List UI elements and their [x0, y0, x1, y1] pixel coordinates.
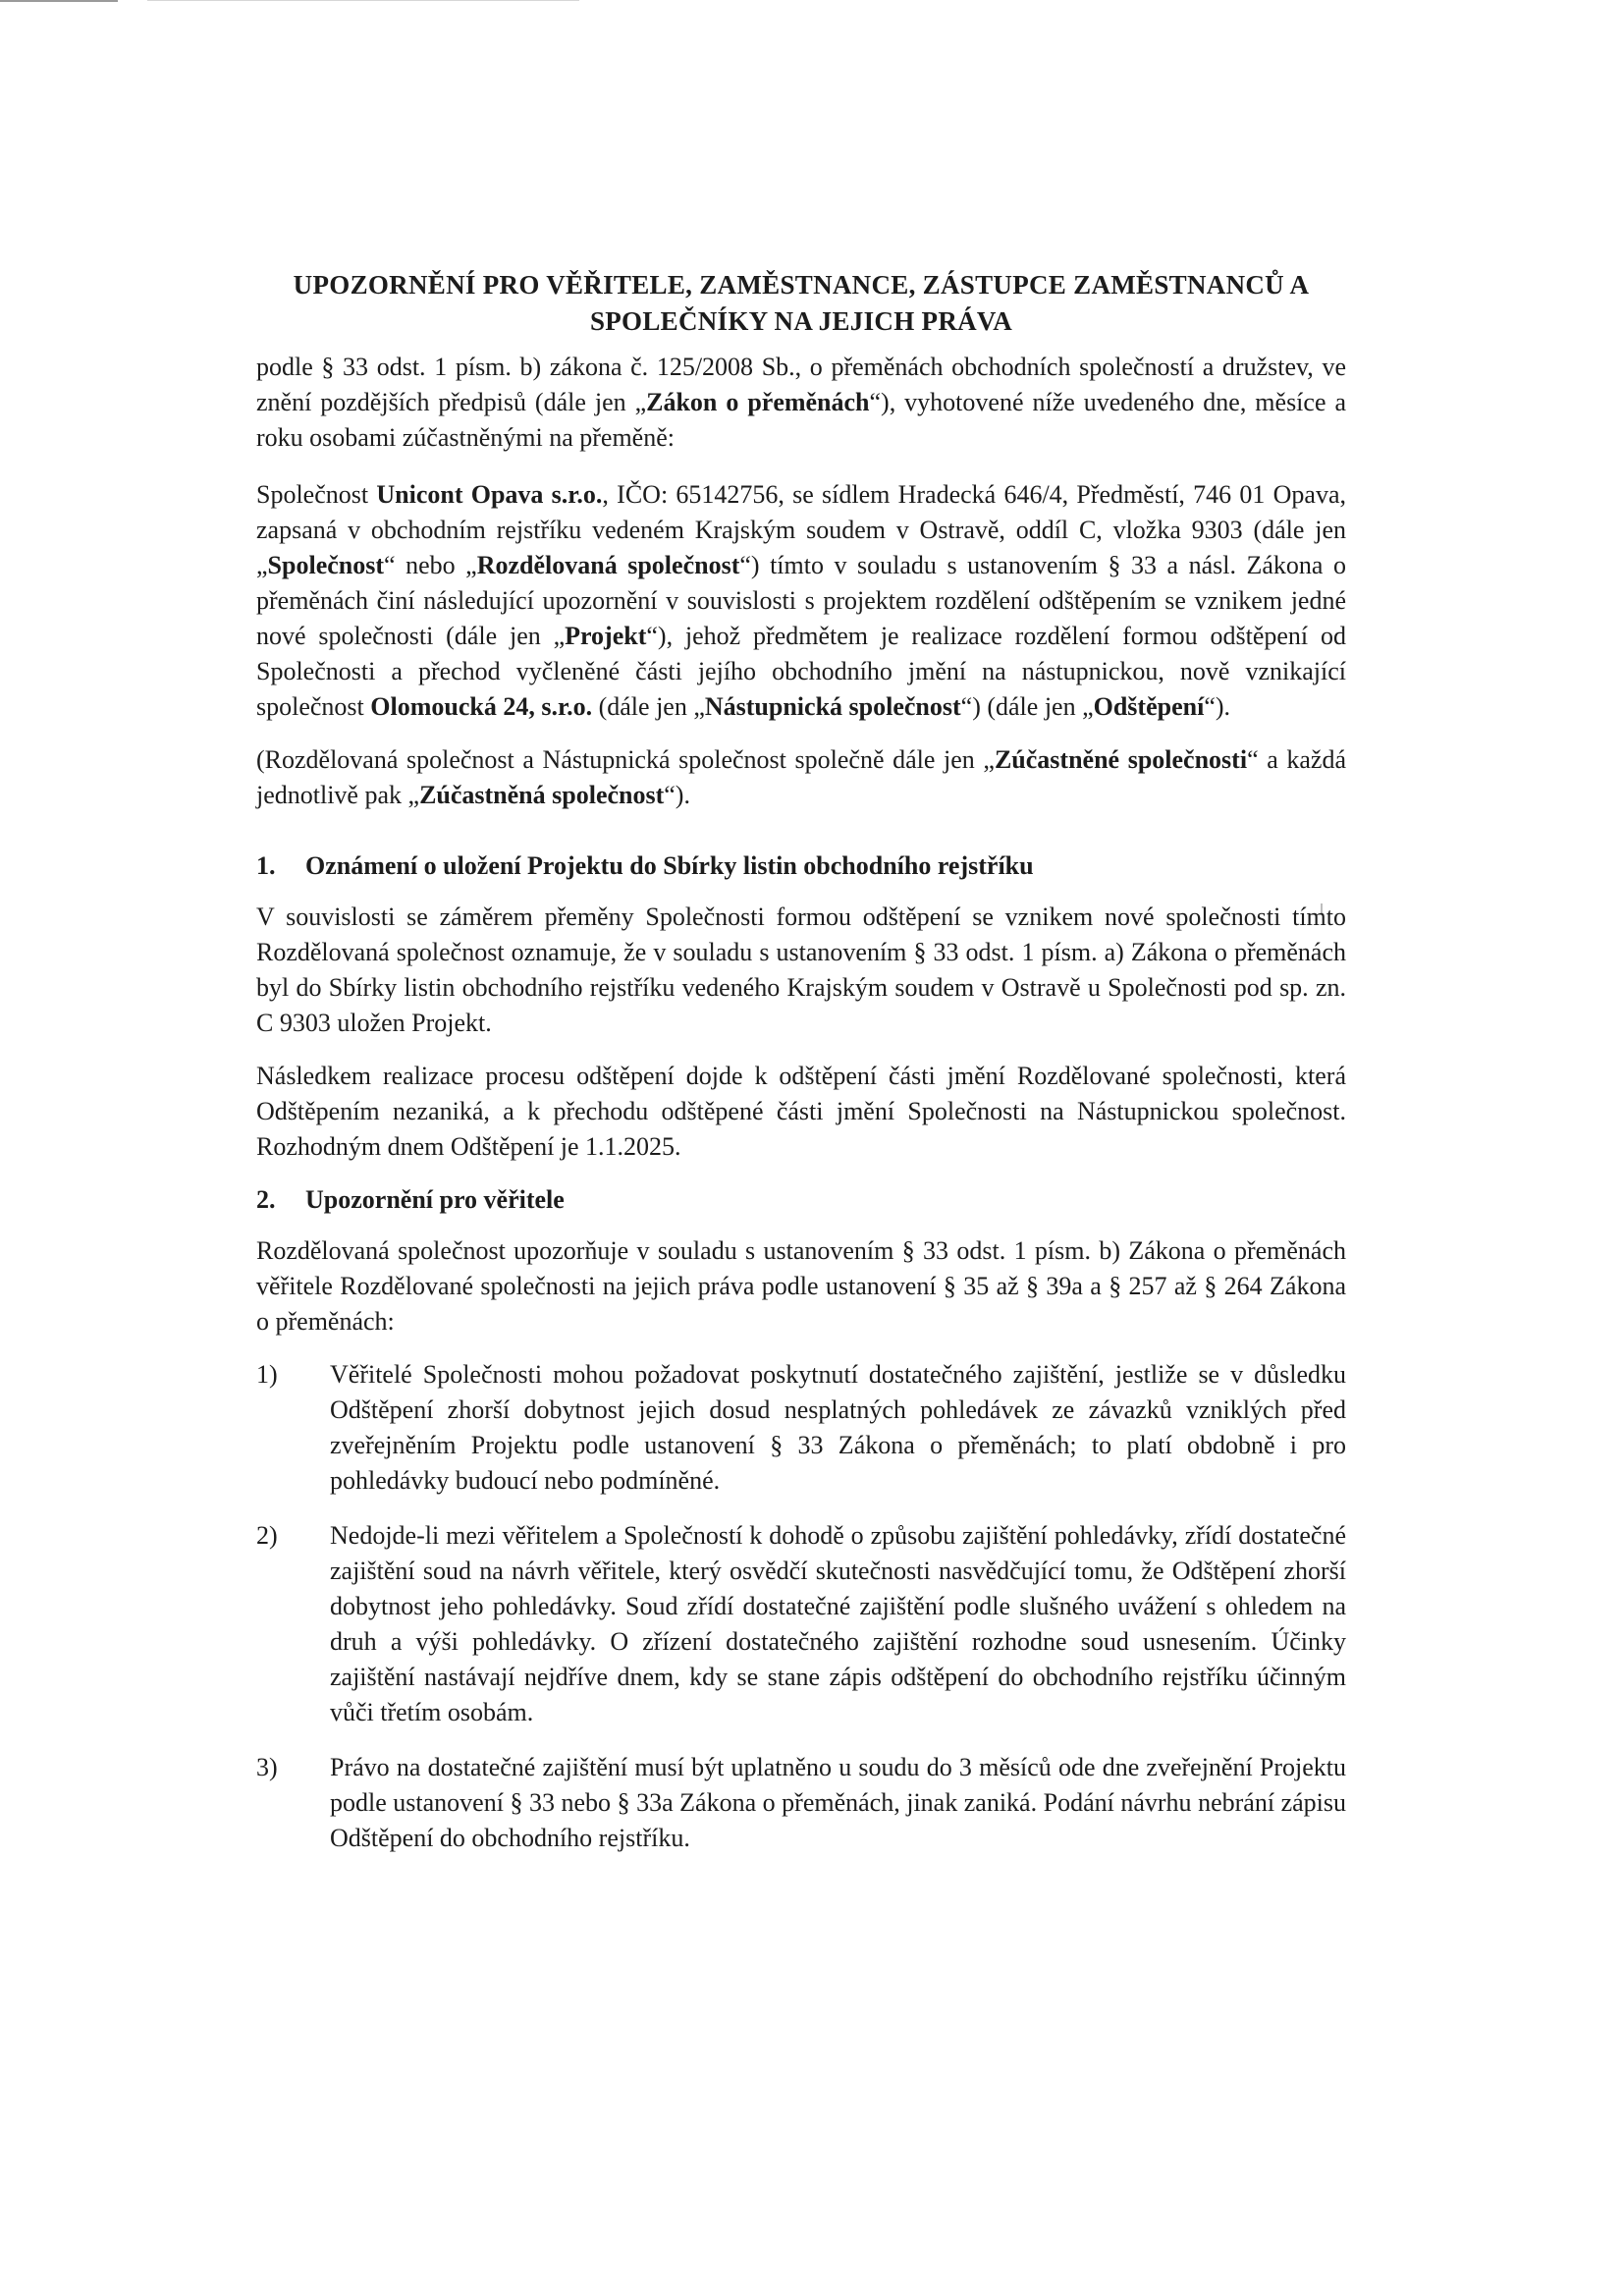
defined-term: Zúčastněné společnosti [994, 745, 1248, 774]
company-text: , IČO: 65142756, se sídlem Hradecká 646/4, Předměstí, 746 01 Opava, zapsaná v obchodním rejstříku vedeném Krajským soudem v Ostravě, oddíl C, vložka 9303 (dále jen „ [256, 480, 1346, 579]
definitions-text: (Rozdělovaná společnost a Nástupnická společnost společně dále jen „ [256, 745, 995, 774]
list-item [256, 1357, 1346, 1499]
list-item [256, 1750, 1346, 1856]
section-title: Upozornění pro věřitele [305, 1185, 565, 1214]
section-number: 1. [256, 851, 276, 880]
list-item-text: Nedojde-li mezi věřitelem a Společností k dohodě o způsobu zajištění pohledávky, zřídí dostatečné zajištění soud na návrh věřitele, který osvědčí skutečnosti nasvědčující tomu, že Odštěpení zhorší dobytnost jeho pohledávky. Soud zřídí dostatečné zajištění podle slušného uvážení s ohledem na druh a výši pohledávky. O zřízení dostatečného zajištění rozhodne soud usnesením. Účinky zajištění nastávají nejdříve dnem, kdy se stane zápis odštěpení do obchodního rejstříku účinným vůči třetím osobám. [330, 1521, 1346, 1726]
defined-term: Projekt [565, 622, 647, 650]
document-page [256, 267, 1346, 1876]
company-text: “), jehož předmětem je realizace rozdělení formou odštěpení od Společnosti a přechod vyčleněné části jejího obchodního jmění na nástupnickou, nově vznikající společnost [256, 622, 1346, 721]
section-2-heading [256, 1182, 1346, 1218]
company-text: (dále jen „ [592, 692, 705, 721]
list-marker: 1) [256, 1360, 278, 1389]
list-item-text: Věřitelé Společnosti mohou požadovat poskytnutí dostatečného zajištění, jestliže se v důsledku Odštěpení zhorší dobytnost jejich dosud nesplatných pohledávek ze závazků vzniklých před zveřejněním Projektu podle ustanovení § 33 Zákona o přeměnách; to platí obdobně i pro pohledávky budoucí nebo podmíněné. [330, 1360, 1346, 1495]
section-title: Oznámení o uložení Projektu do Sbírky listin obchodního rejstříku [305, 851, 1034, 880]
section-2-paragraph: Rozdělovaná společnost upozorňuje v souladu s ustanovením § 33 odst. 1 písm. b) Zákona o přeměnách věřitele Rozdělované společnosti na jejich práva podle ustanovení § 35 až § 39a a § 257 až § 264 Zákona o přeměnách: [256, 1236, 1346, 1336]
defined-term: Zúčastněná společnost [419, 781, 665, 809]
intro-defined-term: Zákon o přeměnách [646, 388, 870, 416]
defined-term: Nástupnická společnost [704, 692, 961, 721]
scan-edge-mark [147, 0, 579, 1]
definitions-text: “). [664, 781, 690, 809]
definitions-text: “ a každá jednotlivě pak „ [256, 745, 1347, 809]
section-number: 2. [256, 1185, 276, 1214]
defined-term: Společnost [267, 551, 385, 579]
list-item [256, 1518, 1346, 1730]
company-text: “ nebo „ [384, 551, 477, 579]
company-text: “). [1204, 692, 1231, 721]
intro-text-end: “), vyhotovené níže uvedeného dne, měsíce a roku osobami zúčastněnými na přeměně: [256, 388, 1346, 452]
successor-company-name: Olomoucká 24, s.r.o. [370, 692, 593, 721]
company-paragraph [256, 477, 1346, 725]
company-text: Společnost [256, 480, 377, 509]
document-title: UPOZORNĚNÍ PRO VĚŘITELE, ZAMĚSTNANCE, ZÁSTUPCE ZAMĚSTNANCŮ A SPOLEČNÍKY NA JEJICH PRÁVA [293, 270, 1310, 336]
list-item-text: Právo na dostatečné zajištění musí být uplatněno u soudu do 3 měsíců ode dne zveřejnění Projektu podle ustanovení § 33 nebo § 33a Zákona o přeměnách, jinak zaniká. Podání návrhu nebrání zápisu Odštěpení do obchodního rejstříku. [330, 1753, 1346, 1852]
section-1-heading [256, 848, 1346, 884]
intro-text: podle § 33 odst. 1 písm. b) zákona č. 125/2008 Sb., o přeměnách obchodních společností a družstev, ve znění pozdějších předpisů (dále jen „ [256, 353, 1346, 416]
defined-term: Rozdělovaná společnost [476, 551, 740, 579]
definitions-paragraph [256, 742, 1346, 813]
list-marker: 3) [256, 1753, 278, 1781]
section-1-paragraph: V souvislosti se záměrem přeměny Společnosti formou odštěpení se vznikem nové společnosti tímto Rozdělovaná společnost oznamuje, že v souladu s ustanovením § 33 odst. 1 písm. a) Zákona o přeměnách byl do Sbírky listin obchodního rejstříku vedeného Krajským soudem v Ostravě u Společnosti pod sp. zn. C 9303 uložen Projekt. [256, 902, 1346, 1037]
section-1-paragraph: Následkem realizace procesu odštěpení dojde k odštěpení části jmění Rozdělované společnosti, která Odštěpením nezaniká, a k přechodu odštěpené části jmění Společnosti na Nástupnickou společnost. Rozhodným dnem Odštěpení je 1.1.2025. [256, 1062, 1346, 1161]
company-text: “) tímto v souladu s ustanovením § 33 a násl. Zákona o přeměnách činí následující upozornění v souvislosti s projektem rozdělení odštěpením se vznikem jedné nové společnosti (dále jen „ [256, 551, 1346, 650]
intro-paragraph [256, 350, 1346, 456]
company-name: Unicont Opava s.r.o. [376, 480, 603, 509]
list-marker: 2) [256, 1521, 278, 1550]
defined-term: Odštěpení [1093, 692, 1205, 721]
creditor-rights-list [256, 1357, 1346, 1856]
company-text: “) (dále jen „ [960, 692, 1094, 721]
scan-edge-mark [0, 0, 118, 2]
